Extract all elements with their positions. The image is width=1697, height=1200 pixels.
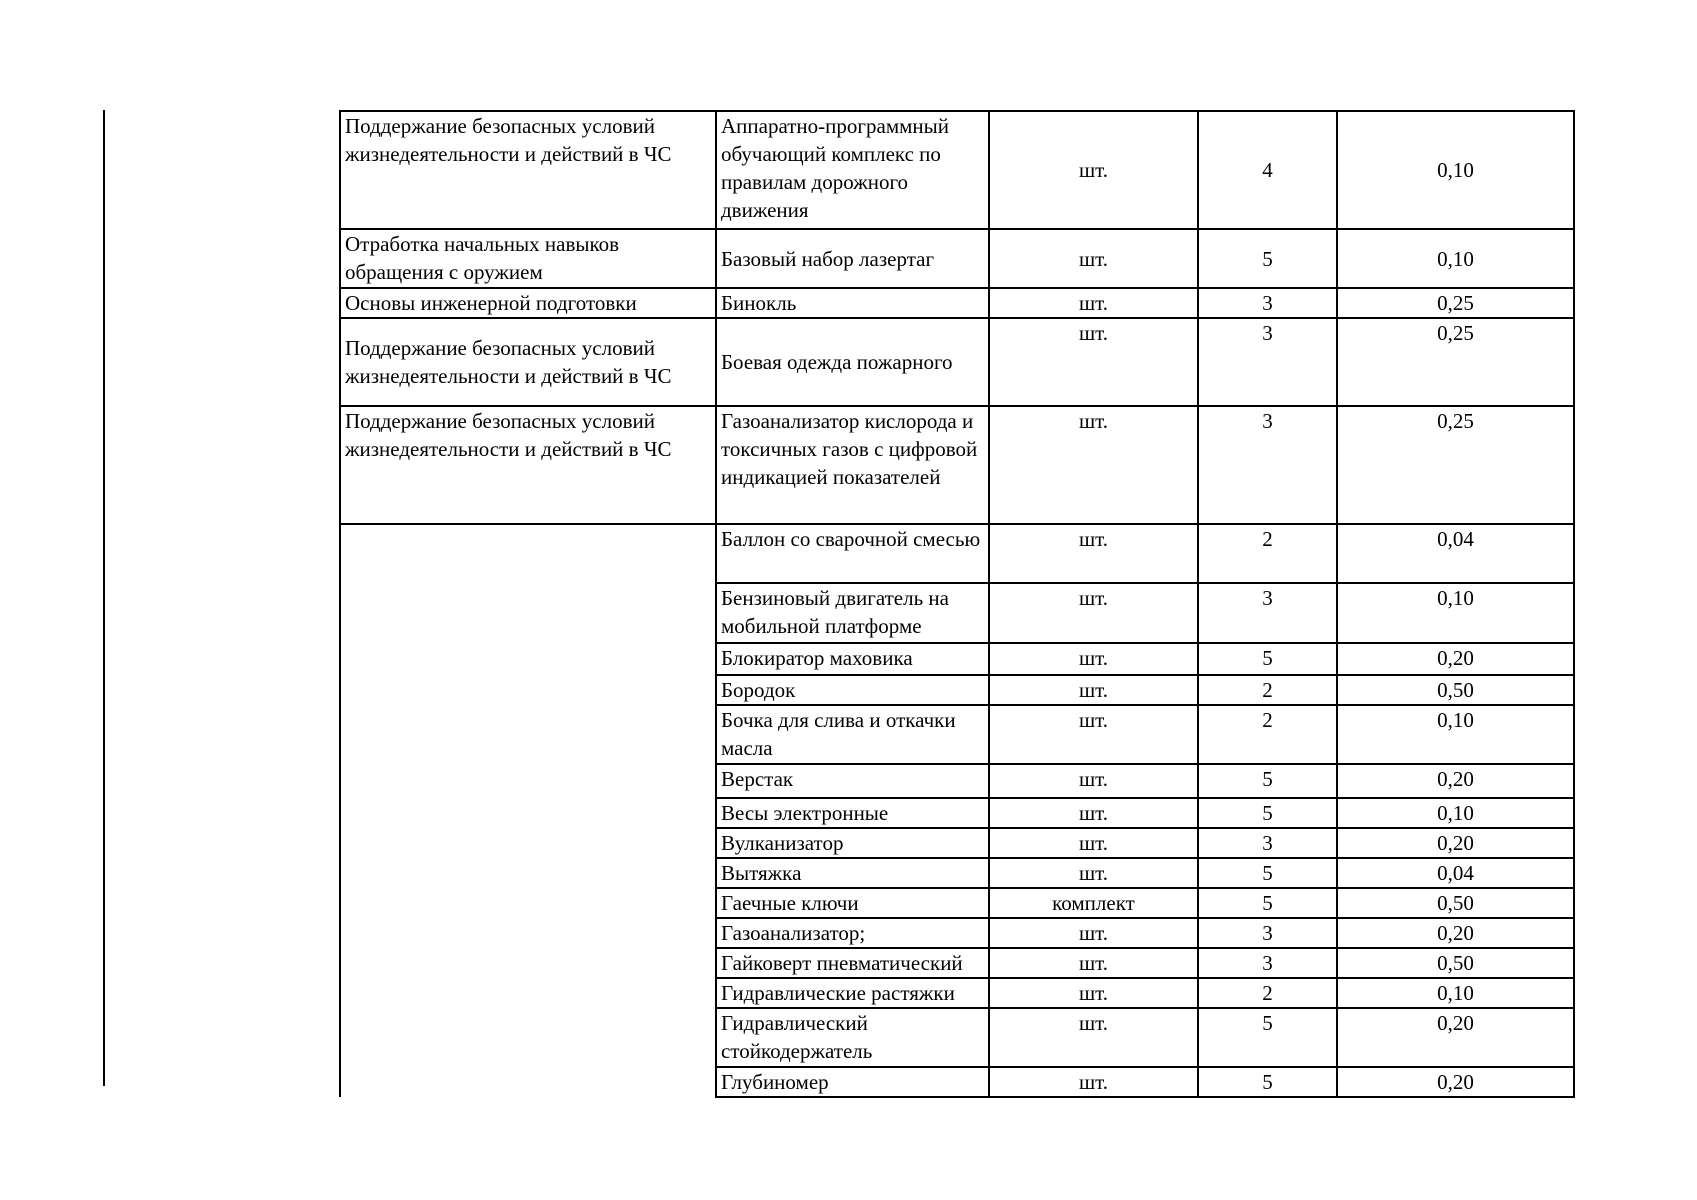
coef-cell: 0,04	[1337, 858, 1574, 888]
coef-cell: 0,25	[1337, 288, 1574, 318]
unit-cell: шт.	[989, 798, 1198, 828]
unit-cell: шт.	[989, 1008, 1198, 1067]
qty-cell: 2	[1198, 978, 1337, 1008]
item-cell: Блокиратор маховика	[716, 643, 989, 675]
item-cell: Вулканизатор	[716, 828, 989, 858]
coef-cell: 0,10	[1337, 798, 1574, 828]
item-cell: Глубиномер	[716, 1067, 989, 1097]
qty-cell: 3	[1198, 583, 1337, 643]
unit-cell: шт.	[989, 705, 1198, 764]
coef-cell: 0,20	[1337, 918, 1574, 948]
qty-cell: 3	[1198, 288, 1337, 318]
table-row	[340, 524, 1574, 583]
qty-cell: 3	[1198, 406, 1337, 524]
unit-cell: шт.	[989, 1067, 1198, 1097]
unit-cell: шт.	[989, 675, 1198, 705]
item-cell: Бинокль	[716, 288, 989, 318]
section-cell: Основы инженерной подготовки	[340, 288, 716, 318]
item-cell: Аппаратно-программный обучающий комплекс по правилам дорожного движения	[716, 111, 989, 229]
item-cell: Баллон со сварочной смесью	[716, 524, 989, 583]
coef-cell: 0,20	[1337, 828, 1574, 858]
section-cell: Поддержание безопасных условий жизнедеятельности и действий в ЧС	[340, 406, 716, 524]
qty-cell: 3	[1198, 948, 1337, 978]
unit-cell: шт.	[989, 406, 1198, 524]
item-cell: Бочка для слива и откачки масла	[716, 705, 989, 764]
qty-cell: 3	[1198, 828, 1337, 858]
qty-cell: 5	[1198, 764, 1337, 798]
coef-cell: 0,20	[1337, 764, 1574, 798]
item-cell: Бензиновый двигатель на мобильной платформе	[716, 583, 989, 643]
qty-cell: 5	[1198, 643, 1337, 675]
unit-cell: шт.	[989, 978, 1198, 1008]
item-cell: Гидравлические растяжки	[716, 978, 989, 1008]
coef-cell: 0,10	[1337, 705, 1574, 764]
item-cell: Верстак	[716, 764, 989, 798]
coef-cell: 0,25	[1337, 318, 1574, 406]
item-cell: Базовый набор лазертаг	[716, 229, 989, 288]
item-cell: Газоанализатор;	[716, 918, 989, 948]
table-row	[340, 318, 1574, 406]
coef-cell: 0,50	[1337, 948, 1574, 978]
qty-cell: 5	[1198, 888, 1337, 918]
unit-cell: шт.	[989, 229, 1198, 288]
unit-cell: шт.	[989, 524, 1198, 583]
unit-cell: шт.	[989, 764, 1198, 798]
item-cell: Весы электронные	[716, 798, 989, 828]
qty-cell: 5	[1198, 1008, 1337, 1067]
item-cell: Боевая одежда пожарного	[716, 318, 989, 406]
qty-cell: 3	[1198, 918, 1337, 948]
table-row	[340, 111, 1574, 229]
qty-cell: 5	[1198, 1067, 1337, 1097]
qty-cell: 4	[1198, 111, 1337, 229]
coef-cell: 0,25	[1337, 406, 1574, 524]
section-cell: Поддержание безопасных условий жизнедеятельности и действий в ЧС	[340, 111, 716, 229]
qty-cell: 5	[1198, 229, 1337, 288]
section-cell: Отработка начальных навыков обращения с оружием	[340, 229, 716, 288]
coef-cell: 0,50	[1337, 888, 1574, 918]
table-row	[340, 288, 1574, 318]
unit-cell: шт.	[989, 948, 1198, 978]
table-row	[340, 406, 1574, 524]
coef-cell: 0,10	[1337, 111, 1574, 229]
coef-cell: 0,10	[1337, 229, 1574, 288]
unit-cell: шт.	[989, 918, 1198, 948]
unit-cell: шт.	[989, 643, 1198, 675]
table-row	[340, 229, 1574, 288]
coef-cell: 0,10	[1337, 583, 1574, 643]
item-cell: Газоанализатор кислорода и токсичных газов с цифровой индикацией показателей	[716, 406, 989, 524]
qty-cell: 2	[1198, 705, 1337, 764]
unit-cell: шт.	[989, 111, 1198, 229]
section-cell-empty	[340, 524, 716, 1097]
coef-cell: 0,20	[1337, 1067, 1574, 1097]
item-cell: Вытяжка	[716, 858, 989, 888]
item-cell: Гаечные ключи	[716, 888, 989, 918]
equipment-table	[339, 110, 1575, 1098]
unit-cell: шт.	[989, 583, 1198, 643]
coef-cell: 0,20	[1337, 643, 1574, 675]
unit-cell: комплект	[989, 888, 1198, 918]
qty-cell: 5	[1198, 858, 1337, 888]
qty-cell: 5	[1198, 798, 1337, 828]
item-cell: Гидравлический стойкодержатель	[716, 1008, 989, 1067]
coef-cell: 0,20	[1337, 1008, 1574, 1067]
unit-cell: шт.	[989, 288, 1198, 318]
unit-cell: шт.	[989, 858, 1198, 888]
coef-cell: 0,50	[1337, 675, 1574, 705]
section-cell: Поддержание безопасных условий жизнедеятельности и действий в ЧС	[340, 318, 716, 406]
unit-cell: шт.	[989, 828, 1198, 858]
qty-cell: 3	[1198, 318, 1337, 406]
qty-cell: 2	[1198, 524, 1337, 583]
qty-cell: 2	[1198, 675, 1337, 705]
unit-cell: шт.	[989, 318, 1198, 406]
coef-cell: 0,10	[1337, 978, 1574, 1008]
item-cell: Бородок	[716, 675, 989, 705]
item-cell: Гайковерт пневматический	[716, 948, 989, 978]
coef-cell: 0,04	[1337, 524, 1574, 583]
left-margin-rule	[103, 110, 105, 1086]
